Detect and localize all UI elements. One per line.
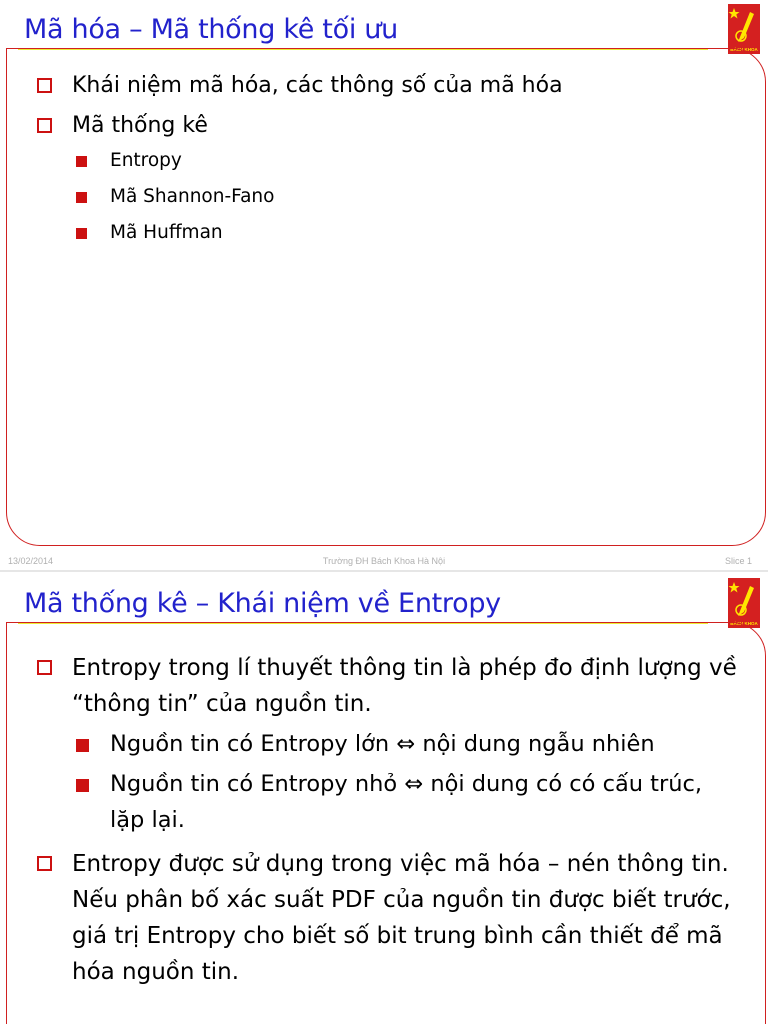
bullet-text: Mã thống kê bbox=[72, 113, 208, 138]
slide-title: Mã thống kê – Khái niệm về Entropy bbox=[24, 588, 501, 619]
slide-content bbox=[0, 650, 768, 990]
square-bullet-icon bbox=[76, 192, 87, 203]
bullet-text: Entropy trong lí thuyết thông tin là phép đo định lượng về “thông tin” của nguồn tin. bbox=[72, 655, 737, 717]
box-bullet-icon bbox=[37, 118, 52, 133]
square-bullet-icon bbox=[76, 228, 87, 239]
sub-bullet-item bbox=[0, 220, 768, 246]
box-bullet-icon bbox=[37, 660, 52, 675]
sub-bullet-item bbox=[0, 148, 768, 174]
sub-bullet-item bbox=[0, 766, 768, 838]
square-bullet-icon bbox=[76, 779, 89, 792]
slide-2 bbox=[0, 572, 768, 1024]
bach-khoa-logo bbox=[728, 578, 760, 628]
slide-title: Mã hóa – Mã thống kê tối ưu bbox=[24, 14, 398, 45]
bullet-item bbox=[0, 846, 768, 990]
footer-school: Trường ĐH Bách Khoa Hà Nội bbox=[322, 556, 446, 566]
logo-text: BÁCH KHOA bbox=[730, 47, 758, 52]
slide-footer bbox=[0, 556, 768, 570]
slide-content bbox=[0, 70, 768, 246]
bullet-item bbox=[0, 70, 768, 102]
sub-bullet-item bbox=[0, 184, 768, 210]
square-bullet-icon bbox=[76, 739, 89, 752]
bullet-item bbox=[0, 650, 768, 722]
bullet-item bbox=[0, 110, 768, 142]
footer-date: 13/02/2014 bbox=[8, 556, 54, 566]
sub-bullet-text: Mã Huffman bbox=[110, 222, 223, 243]
sub-bullet-text: Nguồn tin có Entropy lớn ⇔ nội dung ngẫu nhiên bbox=[110, 731, 655, 757]
box-bullet-icon bbox=[37, 78, 52, 93]
bullet-text: Entropy được sử dụng trong việc mã hóa – nén thông tin. Nếu phân bố xác suất PDF của nguồn tin được biết trước, giá trị Entropy cho biết số bit trung bình cần thiết để mã hóa nguồn tin. bbox=[72, 851, 731, 985]
sub-bullet-text: Nguồn tin có Entropy nhỏ ⇔ nội dung có có cấu trúc, lặp lại. bbox=[110, 771, 703, 833]
sub-bullet-item bbox=[0, 726, 768, 762]
logo-text: BÁCH KHOA bbox=[730, 621, 758, 626]
footer-slide-number: Slice 1 bbox=[724, 556, 752, 566]
sub-bullet-text: Entropy bbox=[110, 150, 182, 171]
sub-bullet-text: Mã Shannon-Fano bbox=[110, 186, 275, 207]
box-bullet-icon bbox=[37, 856, 52, 871]
bach-khoa-logo bbox=[728, 4, 760, 54]
bullet-text: Khái niệm mã hóa, các thông số của mã hóa bbox=[72, 73, 563, 98]
square-bullet-icon bbox=[76, 156, 87, 167]
